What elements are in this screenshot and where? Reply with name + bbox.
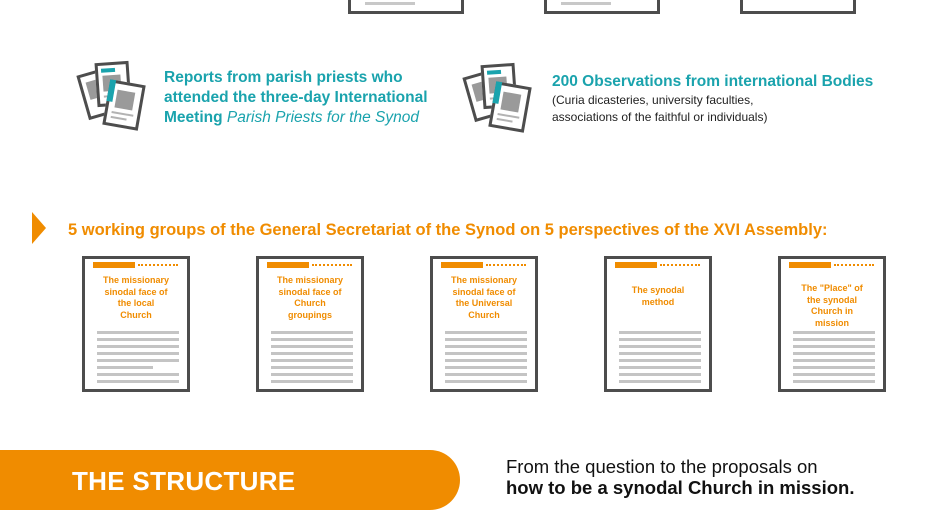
top-document-1 xyxy=(348,0,464,14)
observations-subtitle: (Curia dicasteries, university faculties, associations of the faithful or individuals) xyxy=(552,93,768,124)
top-document-3 xyxy=(740,0,856,14)
documents-stack-icon xyxy=(462,60,542,140)
report-parish-priests-title: Reports from parish priests who attended the three-day International Meeting Parish Priests for the Synod xyxy=(164,69,428,126)
working-groups-heading: 5 working groups of the General Secretariat of the Synod on 5 perspectives of the XVI Assembly: xyxy=(68,221,828,239)
working-group-card-synodal-method: The synodal method xyxy=(604,256,712,392)
structure-banner-label: THE STRUCTURE xyxy=(72,466,296,496)
working-group-card-local-church: The missionary sinodal face of the local Church xyxy=(82,256,190,392)
triangle-arrow-icon xyxy=(32,212,46,244)
working-group-card-place-of-church: The "Place" of the synodal Church in mission xyxy=(778,256,886,392)
working-group-card-church-groupings: The missionary sinodal face of Church groupings xyxy=(256,256,364,392)
top-document-2 xyxy=(544,0,660,14)
documents-stack-icon xyxy=(76,58,156,138)
working-group-card-universal-church: The missionary sinodal face of the Universal Church xyxy=(430,256,538,392)
observations-title: 200 Observations from international Bodies xyxy=(552,73,874,90)
structure-description: From the question to the proposals on how to be a synodal Church in mission. xyxy=(506,456,855,498)
